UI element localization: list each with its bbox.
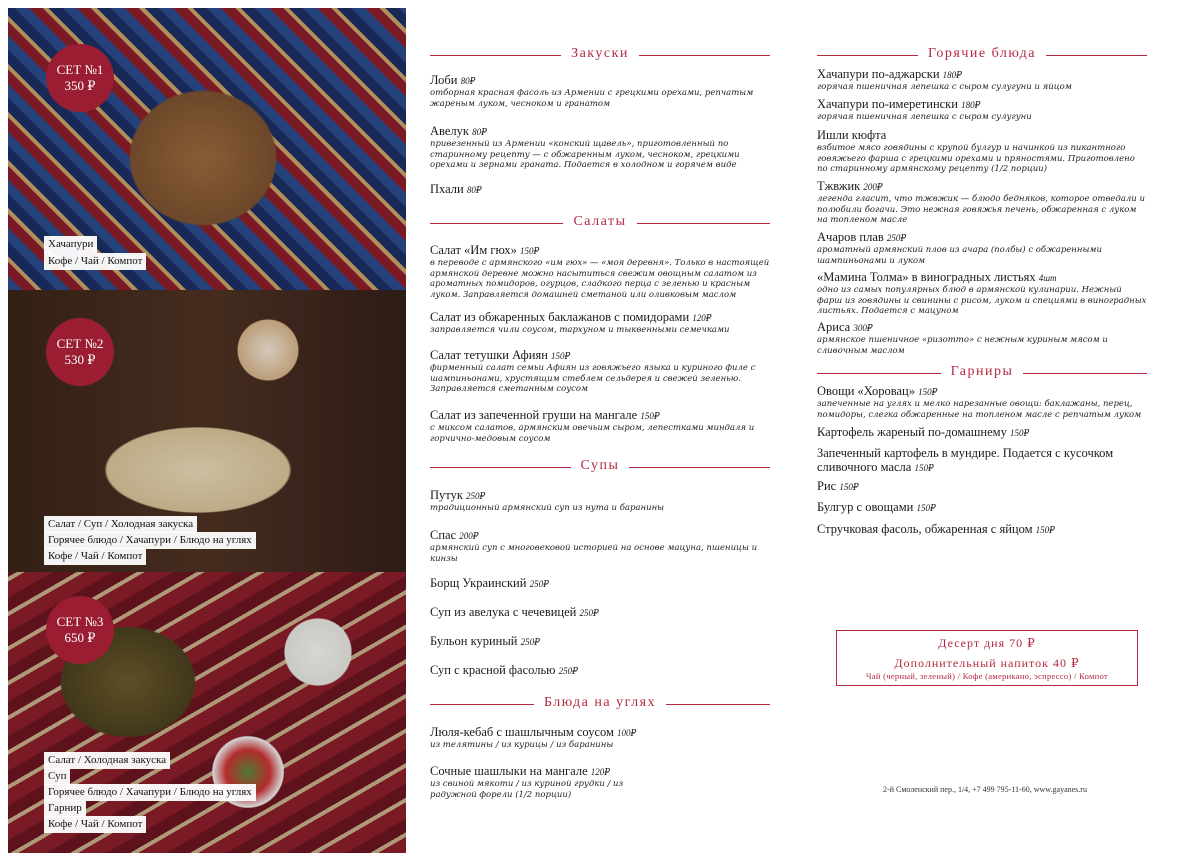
dish-name: Борщ Украинский	[430, 576, 527, 590]
dish-name: Ишли кюфта	[817, 128, 887, 142]
set-3-badge	[46, 596, 114, 664]
dish-price: 180₽	[961, 100, 981, 110]
dish-description: армянский суп с многовековой историей на основе мацуна, пшеницы и кинзы	[430, 543, 758, 564]
dish-description: привезенный из Армении «конский щавель», приготовленный по старинному рецепту — с обжаренным луком, чесноком, грецкими орехами и зернами граната. Подается в холодном и горячем виде	[430, 139, 740, 170]
set-1-badge	[46, 44, 114, 112]
dish-price: 80₽	[472, 127, 487, 137]
dish-name: Люля-кебаб с шашлычным соусом	[430, 725, 614, 739]
dish-description: отборная красная фасоль из Армении с грецкими орехами, репчатым жареным луком, чесноком и гранатом	[430, 88, 754, 109]
set-3-item: Кофе / Чай / Компот	[44, 816, 146, 833]
dish-item	[430, 243, 770, 300]
dish-price: 150₽	[916, 503, 936, 513]
restaurant-address: 2-й Смоленский пер., 1/4, +7 499 795-11-60, www.gayanes.ru	[883, 785, 1087, 794]
dish-price: 200₽	[459, 531, 479, 541]
dish-price: 150₽	[1035, 525, 1055, 535]
dish-item	[817, 522, 1147, 537]
dish-item	[430, 310, 770, 336]
dish-item	[430, 764, 630, 800]
dessert-of-day: Десерт дня 70 ₽	[938, 636, 1036, 650]
dish-price: 250₽	[886, 233, 907, 243]
dish-name: Суп из авелука с чечевицей	[430, 605, 577, 619]
set-1-price: 350 ₽	[64, 78, 96, 93]
dish-name: Булгур с овощами	[817, 500, 914, 514]
section-header-garniry	[817, 366, 1147, 380]
dish-item	[430, 634, 770, 649]
dish-item	[817, 384, 1147, 420]
dish-price: 300₽	[853, 323, 873, 333]
dish-item	[817, 446, 1117, 475]
dish-price: 4шт	[1038, 273, 1057, 283]
dish-description: с миксом салатов, армянским овечьим сыром, лепестками миндаля и горчично-медовым соусом	[430, 423, 755, 444]
dish-price: 150₽	[519, 246, 540, 256]
dish-item	[817, 230, 1147, 266]
dish-name: Салат тетушки Афиян	[430, 348, 548, 362]
dish-name: Лоби	[430, 73, 458, 87]
dish-price: 120₽	[692, 313, 712, 323]
dish-price: 250₽	[558, 666, 578, 676]
dish-item	[430, 124, 770, 171]
set-1-item: Кофе / Чай / Компот	[44, 253, 146, 270]
dish-item	[430, 73, 770, 109]
set-2-item: Горячее блюдо / Хачапури / Блюдо на углях	[44, 532, 256, 549]
dish-name: Тжвжик	[817, 179, 861, 193]
dish-name: Авелук	[430, 124, 469, 138]
dish-price: 150₽	[918, 387, 938, 397]
dish-name: Салат «Им гюх»	[430, 243, 517, 257]
dish-price: 180₽	[942, 70, 962, 80]
set-1-item: Хачапури	[44, 236, 97, 253]
set-3-item: Салат / Холодная закуска	[44, 752, 170, 769]
photo-column	[8, 8, 406, 853]
set-2-item: Салат / Суп / Холодная закуска	[44, 516, 197, 533]
section-title: Гарниры	[941, 364, 1024, 379]
dish-description: ароматный армянский плов из ачара (полбы) с обжаренными шампиньонами и луком	[817, 245, 1102, 266]
dish-description: легенда гласит, что тжвжик — блюдо бедняков, которое отведали и полюбили богачи. Это нежная говяжья печень, обжаренная с луком на топленом масле	[817, 194, 1145, 225]
dish-name: Стручковая фасоль, обжаренная с яйцом	[817, 522, 1033, 536]
dish-price: 150₽	[839, 482, 859, 492]
set-2-badge	[46, 318, 114, 386]
dish-description: одно из самых популярных блюд в армянской кулинарии. Нежный фарш из говядины и свинины с рисом, луком и специями в виноградных листьях. Подается с мацуном	[817, 285, 1147, 316]
dish-item	[430, 528, 770, 564]
dish-name: Салат из обжаренных баклажанов с помидорами	[430, 310, 690, 324]
dish-name: Рис	[817, 479, 837, 493]
dish-item	[430, 725, 770, 751]
set-3-item: Горячее блюдо / Хачапури / Блюдо на углях	[44, 784, 256, 801]
set-3-price: 650 ₽	[64, 630, 96, 645]
section-title: Горячие блюда	[918, 46, 1046, 61]
dish-description: горячая пшеничная лепешка с сыром сулугуни и яйцом	[817, 82, 1072, 92]
dish-item	[817, 320, 1147, 356]
dessert-box	[836, 630, 1138, 686]
dish-name: Картофель жареный по-домашнему	[817, 425, 1007, 439]
drink-options: Чай (черный, зеленый) / Кофе (американо, эспрессо) / Компот	[865, 671, 1109, 681]
dish-name: Суп с красной фасолью	[430, 663, 556, 677]
dish-description: традиционный армянский суп из нута и баранины	[430, 503, 665, 513]
set-3-item: Суп	[44, 768, 70, 785]
dish-price: 150₽	[914, 463, 934, 473]
dish-price: 120₽	[590, 767, 610, 777]
section-header-ugli	[430, 697, 770, 711]
dish-name: Пхали	[430, 182, 464, 196]
dish-item	[430, 348, 770, 395]
set-1-title: СЕТ №1	[56, 62, 104, 77]
dish-description: из свиной мякоти / из куриной грудки / из радужной форели (1/2 порции)	[430, 779, 624, 800]
set-3-title: СЕТ №3	[56, 614, 104, 629]
dish-item	[430, 605, 770, 620]
dish-name: Хачапури по-имеретински	[817, 97, 958, 111]
dish-name: Салат из запеченной груши на мангале	[430, 408, 638, 422]
section-header-salaty	[430, 216, 770, 230]
set-2-photo	[8, 290, 406, 572]
set-2-price: 530 ₽	[64, 352, 96, 367]
dish-item	[430, 663, 770, 678]
dish-name: Бульон куриный	[430, 634, 518, 648]
section-header-zakuski	[430, 48, 770, 62]
dish-price: 250₽	[466, 491, 486, 501]
dish-name: Ариса	[817, 320, 851, 334]
dish-description: из телятины / из курицы / из баранины	[430, 740, 614, 750]
dish-price: 100₽	[617, 728, 637, 738]
dish-description: взбитое мясо говядины с крупой булгур и начинкой из пикантного говяжьего фарша с грецкими орехами и пряностями. Приготовлено по старинному армянскому рецепту (1/2 порции)	[817, 143, 1135, 174]
dish-item	[817, 179, 1147, 226]
dish-name: Ачаров плав	[817, 230, 884, 244]
dish-name: Запеченный картофель в мундире. Подается с кусочком сливочного масла	[817, 446, 1114, 474]
set-2-title: СЕТ №2	[56, 336, 104, 351]
dish-name: Хачапури по-аджарски	[817, 67, 940, 81]
dish-item	[817, 97, 1147, 123]
dish-item	[430, 182, 770, 197]
dish-name: «Мамина Толма» в виноградных листьях	[817, 270, 1036, 284]
section-title: Закуски	[561, 46, 639, 61]
extra-drink: Дополнительный напиток 40 ₽	[894, 656, 1080, 670]
section-title: Супы	[571, 458, 630, 473]
dish-description: в переводе с армянского «им гюх» — «моя деревня». Только в настоящей армянской деревне можно насытиться свежим овощным салатом из ароматных помидоров, огурцов, сладкого перца с зеленью и красным луком. Заправляется домашней сметаной или оливковым маслом	[430, 258, 770, 300]
dish-description: фирменный салат семьи Афиян из говяжьего языка и куриного филе с шампиньонами, хрустящим стеблем сельдерея и свежей зеленью. Заправляется сметанным соусом	[430, 363, 756, 394]
dish-price: 150₽	[551, 351, 571, 361]
dish-item	[817, 67, 1147, 93]
section-header-goryachie	[817, 48, 1147, 62]
section-title: Блюда на углях	[534, 695, 666, 710]
dish-description: горячая пшеничная лепешка с сыром сулугуни	[817, 112, 1032, 122]
dish-item	[817, 425, 1147, 440]
dish-item	[817, 500, 1147, 515]
dish-description: запеченные на углях и мелко нарезанные овощи: баклажаны, перец, помидоры, слегка обжаренные на топленом масле с репчатым луком	[817, 399, 1142, 420]
dish-item	[430, 408, 770, 444]
dish-name: Путук	[430, 488, 463, 502]
dish-price: 80₽	[460, 76, 476, 86]
dish-price: 250₽	[529, 579, 549, 589]
dish-name: Сочные шашлыки на мангале	[430, 764, 588, 778]
dish-description: заправляется чили соусом, тархуном и тыквенными семечками	[430, 325, 730, 335]
set-2-item: Кофе / Чай / Компот	[44, 548, 146, 565]
dish-price: 150₽	[1009, 428, 1030, 438]
dish-name: Спас	[430, 528, 457, 542]
dish-item	[430, 576, 770, 591]
set-3-photo	[8, 572, 406, 853]
set-1-photo	[8, 8, 406, 290]
dish-price: 250₽	[520, 637, 540, 647]
dish-item	[817, 479, 1147, 494]
dish-item	[430, 488, 770, 514]
dish-price: 200₽	[863, 182, 883, 192]
dish-price: 80₽	[466, 185, 482, 195]
section-header-supy	[430, 460, 770, 474]
dish-price: 250₽	[579, 608, 599, 618]
dish-item	[817, 128, 1147, 175]
dish-description: армянское пшеничное «ризотто» с нежным куриным мясом и сливочным маслом	[817, 335, 1108, 356]
dish-item	[817, 270, 1147, 317]
dish-price: 150₽	[640, 411, 660, 421]
set-3-item: Гарнир	[44, 800, 86, 817]
dish-name: Овощи «Хоровац»	[817, 384, 915, 398]
section-title: Салаты	[563, 214, 636, 229]
